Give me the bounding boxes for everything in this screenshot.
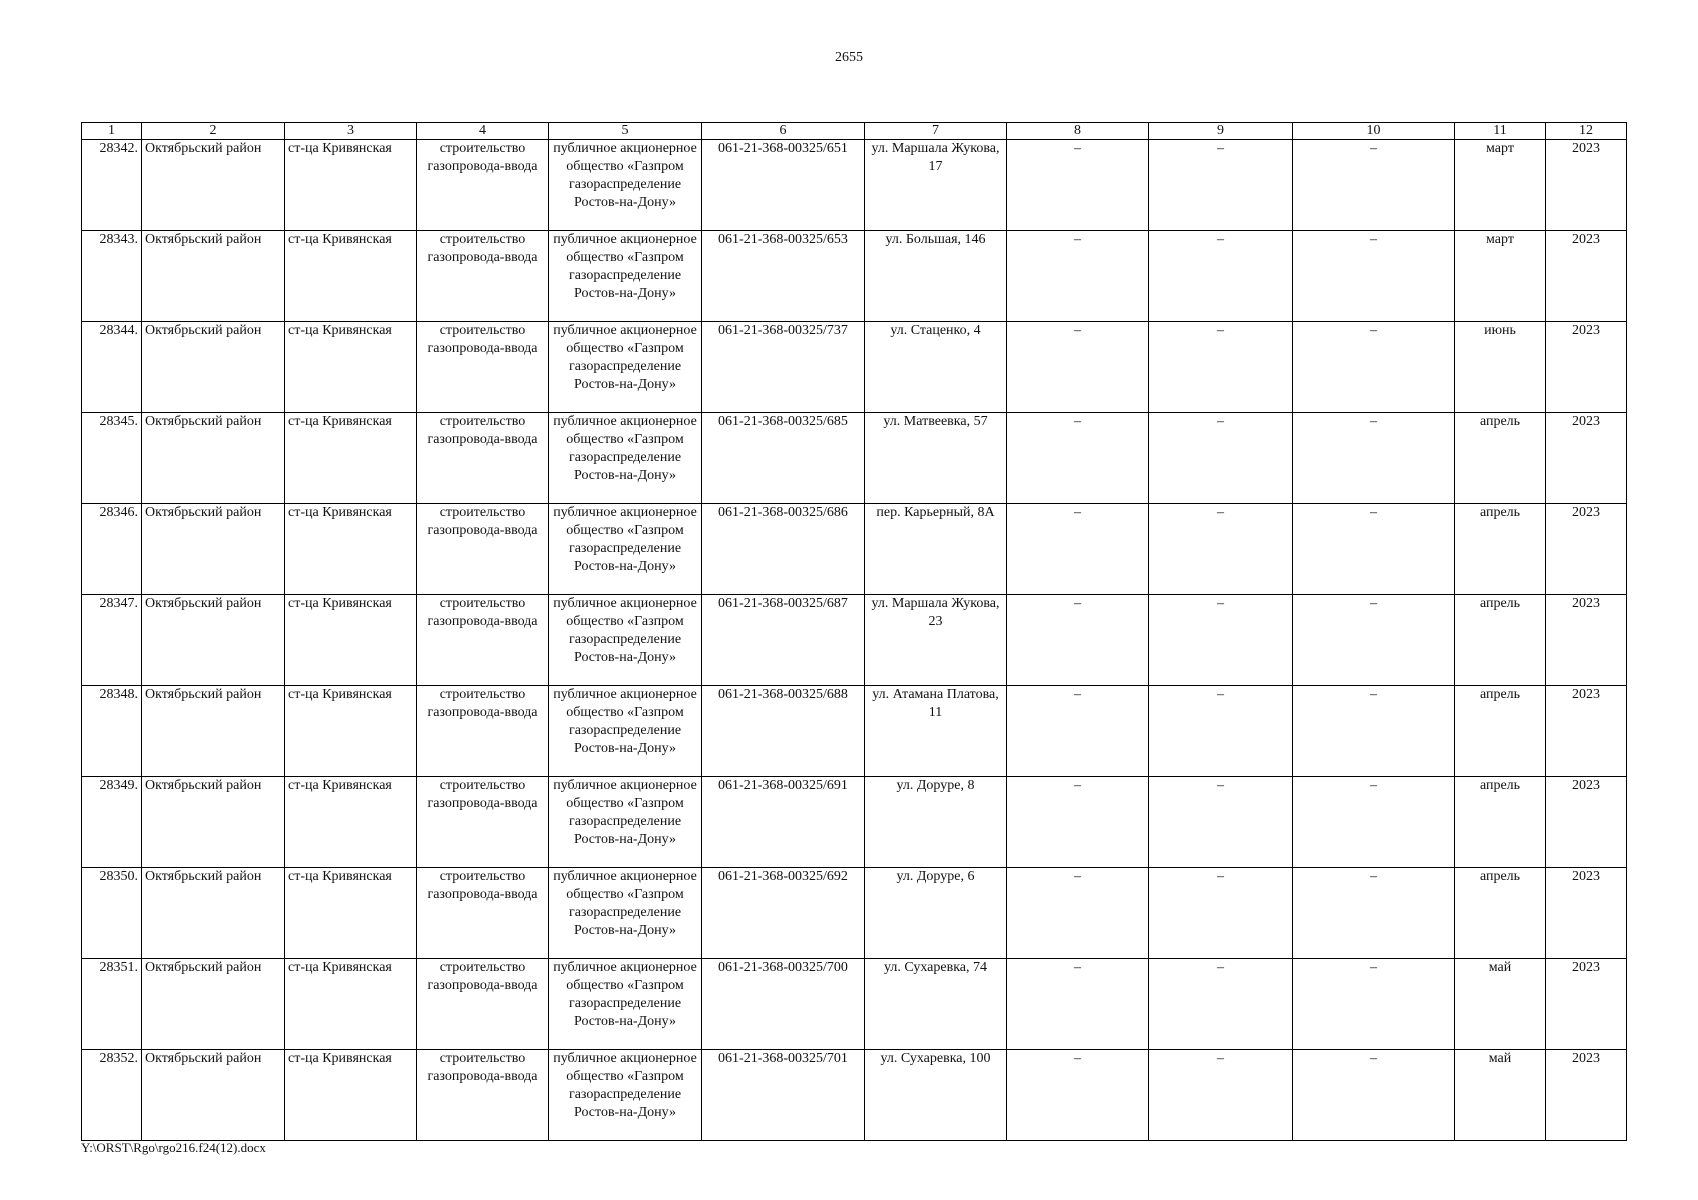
column-10-cell: – [1293,959,1455,1050]
owner-cell: публичное акционерное общество «Газпром газораспределение Ростов-на-Дону» [549,231,702,322]
header-row [82,123,1627,140]
district-cell: Октябрьский район [142,959,285,1050]
district-cell: Октябрьский район [142,413,285,504]
column-8-cell: – [1007,868,1149,959]
month-cell: апрель [1455,868,1546,959]
table-row [82,322,1627,413]
column-header: 8 [1007,123,1149,140]
table-row [82,413,1627,504]
owner-cell: публичное акционерное общество «Газпром газораспределение Ростов-на-Дону» [549,595,702,686]
registry-code-cell: 061-21-368-00325/686 [702,504,865,595]
column-header: 3 [285,123,417,140]
year-cell: 2023 [1546,777,1627,868]
column-10-cell: – [1293,1050,1455,1141]
work-type-cell: строительство газопровода-ввода [417,322,549,413]
page-number: 2655 [835,50,863,65]
owner-cell: публичное акционерное общество «Газпром газораспределение Ростов-на-Дону» [549,777,702,868]
table-row [82,686,1627,777]
settlement-cell: ст-ца Кривянская [285,686,417,777]
column-8-cell: – [1007,959,1149,1050]
district-cell: Октябрьский район [142,686,285,777]
settlement-cell: ст-ца Кривянская [285,231,417,322]
year-cell: 2023 [1546,959,1627,1050]
column-header: 1 [82,123,142,140]
address-cell: ул. Доруре, 6 [865,868,1007,959]
column-9-cell: – [1149,868,1293,959]
year-cell: 2023 [1546,868,1627,959]
district-cell: Октябрьский район [142,777,285,868]
footer-file-path: Y:\ORST\Rgo\rgo216.f24(12).docx [81,1140,266,1155]
address-cell: ул. Атамана Платова, 11 [865,686,1007,777]
column-8-cell: – [1007,413,1149,504]
row-number: 28346. [82,504,142,595]
table-row [82,777,1627,868]
column-8-cell: – [1007,140,1149,231]
row-number: 28342. [82,140,142,231]
district-cell: Октябрьский район [142,868,285,959]
address-cell: ул. Сухаревка, 74 [865,959,1007,1050]
year-cell: 2023 [1546,595,1627,686]
column-9-cell: – [1149,140,1293,231]
district-cell: Октябрьский район [142,504,285,595]
district-cell: Октябрьский район [142,1050,285,1141]
row-number: 28352. [82,1050,142,1141]
district-cell: Октябрьский район [142,595,285,686]
work-type-cell: строительство газопровода-ввода [417,959,549,1050]
settlement-cell: ст-ца Кривянская [285,140,417,231]
address-cell: ул. Маршала Жукова, 17 [865,140,1007,231]
settlement-cell: ст-ца Кривянская [285,504,417,595]
row-number: 28344. [82,322,142,413]
year-cell: 2023 [1546,140,1627,231]
address-cell: ул. Матвеевка, 57 [865,413,1007,504]
work-type-cell: строительство газопровода-ввода [417,777,549,868]
row-number: 28345. [82,413,142,504]
address-cell: ул. Сухаревка, 100 [865,1050,1007,1141]
table-row [82,868,1627,959]
year-cell: 2023 [1546,231,1627,322]
column-8-cell: – [1007,1050,1149,1141]
column-10-cell: – [1293,322,1455,413]
column-10-cell: – [1293,413,1455,504]
column-9-cell: – [1149,1050,1293,1141]
address-cell: ул. Стаценко, 4 [865,322,1007,413]
month-cell: апрель [1455,413,1546,504]
work-type-cell: строительство газопровода-ввода [417,231,549,322]
settlement-cell: ст-ца Кривянская [285,413,417,504]
registry-code-cell: 061-21-368-00325/688 [702,686,865,777]
month-cell: апрель [1455,504,1546,595]
table-row [82,1050,1627,1141]
month-cell: май [1455,1050,1546,1141]
column-9-cell: – [1149,504,1293,595]
row-number: 28343. [82,231,142,322]
district-cell: Октябрьский район [142,322,285,413]
column-header: 6 [702,123,865,140]
column-header: 9 [1149,123,1293,140]
owner-cell: публичное акционерное общество «Газпром газораспределение Ростов-на-Дону» [549,868,702,959]
month-cell: май [1455,959,1546,1050]
column-header: 11 [1455,123,1546,140]
work-type-cell: строительство газопровода-ввода [417,504,549,595]
row-number: 28348. [82,686,142,777]
registry-code-cell: 061-21-368-00325/653 [702,231,865,322]
settlement-cell: ст-ца Кривянская [285,1050,417,1141]
column-8-cell: – [1007,322,1149,413]
settlement-cell: ст-ца Кривянская [285,868,417,959]
column-9-cell: – [1149,686,1293,777]
owner-cell: публичное акционерное общество «Газпром газораспределение Ростов-на-Дону» [549,413,702,504]
address-cell: ул. Маршала Жукова, 23 [865,595,1007,686]
column-header: 10 [1293,123,1455,140]
registry-table [81,122,1627,1141]
month-cell: июнь [1455,322,1546,413]
column-9-cell: – [1149,322,1293,413]
column-10-cell: – [1293,504,1455,595]
owner-cell: публичное акционерное общество «Газпром газораспределение Ростов-на-Дону» [549,686,702,777]
table-row [82,959,1627,1050]
month-cell: март [1455,231,1546,322]
column-9-cell: – [1149,959,1293,1050]
work-type-cell: строительство газопровода-ввода [417,686,549,777]
table-row [82,140,1627,231]
column-header: 5 [549,123,702,140]
registry-code-cell: 061-21-368-00325/700 [702,959,865,1050]
month-cell: март [1455,140,1546,231]
column-header: 7 [865,123,1007,140]
row-number: 28350. [82,868,142,959]
month-cell: апрель [1455,777,1546,868]
settlement-cell: ст-ца Кривянская [285,959,417,1050]
column-9-cell: – [1149,231,1293,322]
year-cell: 2023 [1546,322,1627,413]
work-type-cell: строительство газопровода-ввода [417,1050,549,1141]
year-cell: 2023 [1546,1050,1627,1141]
column-10-cell: – [1293,868,1455,959]
registry-code-cell: 061-21-368-00325/651 [702,140,865,231]
registry-code-cell: 061-21-368-00325/701 [702,1050,865,1141]
year-cell: 2023 [1546,504,1627,595]
year-cell: 2023 [1546,413,1627,504]
column-header: 12 [1546,123,1627,140]
row-number: 28351. [82,959,142,1050]
work-type-cell: строительство газопровода-ввода [417,595,549,686]
registry-code-cell: 061-21-368-00325/687 [702,595,865,686]
column-header: 4 [417,123,549,140]
settlement-cell: ст-ца Кривянская [285,595,417,686]
registry-code-cell: 061-21-368-00325/737 [702,322,865,413]
column-8-cell: – [1007,231,1149,322]
column-8-cell: – [1007,686,1149,777]
column-header: 2 [142,123,285,140]
owner-cell: публичное акционерное общество «Газпром газораспределение Ростов-на-Дону» [549,1050,702,1141]
year-cell: 2023 [1546,686,1627,777]
settlement-cell: ст-ца Кривянская [285,777,417,868]
registry-code-cell: 061-21-368-00325/692 [702,868,865,959]
column-8-cell: – [1007,777,1149,868]
owner-cell: публичное акционерное общество «Газпром газораспределение Ростов-на-Дону» [549,959,702,1050]
address-cell: ул. Доруре, 8 [865,777,1007,868]
table-row [82,231,1627,322]
work-type-cell: строительство газопровода-ввода [417,140,549,231]
address-cell: пер. Карьерный, 8А [865,504,1007,595]
column-8-cell: – [1007,595,1149,686]
row-number: 28347. [82,595,142,686]
district-cell: Октябрьский район [142,140,285,231]
column-9-cell: – [1149,777,1293,868]
column-10-cell: – [1293,777,1455,868]
work-type-cell: строительство газопровода-ввода [417,413,549,504]
registry-code-cell: 061-21-368-00325/685 [702,413,865,504]
month-cell: апрель [1455,686,1546,777]
column-10-cell: – [1293,231,1455,322]
district-cell: Октябрьский район [142,231,285,322]
settlement-cell: ст-ца Кривянская [285,322,417,413]
row-number: 28349. [82,777,142,868]
month-cell: апрель [1455,595,1546,686]
owner-cell: публичное акционерное общество «Газпром газораспределение Ростов-на-Дону» [549,140,702,231]
table-row [82,504,1627,595]
owner-cell: публичное акционерное общество «Газпром газораспределение Ростов-на-Дону» [549,322,702,413]
column-10-cell: – [1293,595,1455,686]
column-10-cell: – [1293,140,1455,231]
registry-code-cell: 061-21-368-00325/691 [702,777,865,868]
owner-cell: публичное акционерное общество «Газпром газораспределение Ростов-на-Дону» [549,504,702,595]
table-row [82,595,1627,686]
column-8-cell: – [1007,504,1149,595]
work-type-cell: строительство газопровода-ввода [417,868,549,959]
address-cell: ул. Большая, 146 [865,231,1007,322]
column-9-cell: – [1149,595,1293,686]
column-9-cell: – [1149,413,1293,504]
column-10-cell: – [1293,686,1455,777]
